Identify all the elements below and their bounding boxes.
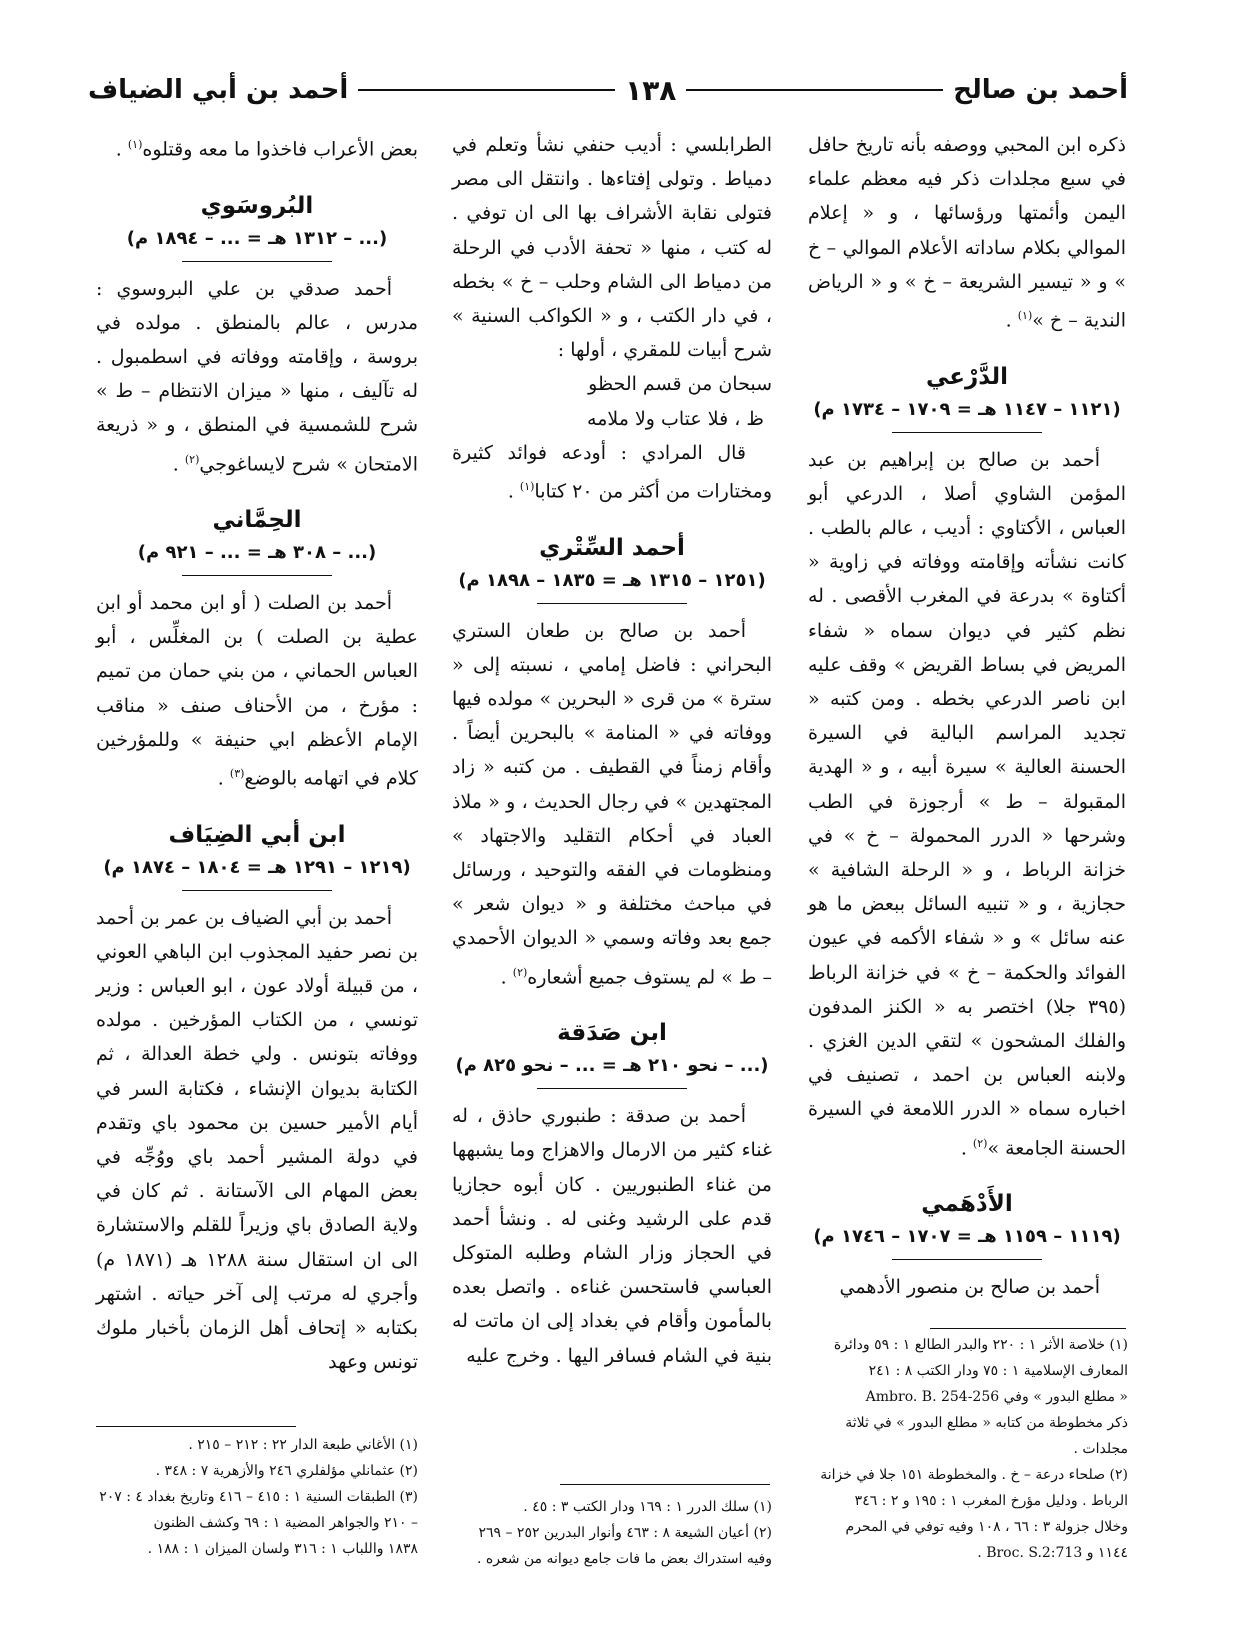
entry-name: أحمد السِّتْري — [539, 534, 685, 561]
footnote-line: وفيه استدراك بعض ما فات جامع ديوانه من شعره . — [477, 1551, 772, 1567]
entry-dates: (... – ١٣١٢ هـ = ... – ١٨٩٤ م) — [126, 227, 388, 249]
entry-name: الدَّرْعي — [925, 363, 1009, 390]
entry-dates: (... – ٣٠٨ هـ = ... – ٩٢١ م) — [137, 542, 377, 564]
entry-rule — [892, 432, 1042, 433]
entry-name: ابن صَدَقة — [557, 1020, 667, 1047]
continued-paragraph: الطرابلسي : أديب حنفي نشأ وتعلم في دمياط . وتولى إفتاءها . وانتقل الى مصر فتولى نقابة الأشراف بها الى ان توفي . له كتب ، منها « تحفة الأدب في الرحلة من دمياط الى الشام وحلب – خ » بخطه ، في دار الكتب ، و « الكواكب السنية » شرح أبيات للمقري ، أولها : — [452, 134, 772, 362]
header-rule-left — [358, 89, 615, 91]
page-number: ١٣٨ — [625, 73, 677, 107]
header-rule-right — [686, 89, 943, 91]
footnote-line: (٢) أعيان الشيعة ٨ : ٤٦٣ وأنوار البدرين ٢٥٢ – ٢٦٩ — [478, 1525, 772, 1541]
footnote-line: (٣) الطبقات السنية ١ : ٤١٥ – ٤١٦ وتاريخ بغداد ٤ : ٢٠٧ — [99, 1489, 418, 1505]
footnote-ref: (٢) — [972, 1136, 988, 1150]
column-middle — [452, 128, 772, 1373]
entry-text: أحمد بن صالح بن طعان الستري البحراني : فاضل إمامي ، نسبته إلى « سترة » من قرى « البحرين » مولده فيها ووفاته في « المنامة » بالبحرين أيضاً . وأقام زمناً في القطيف . من كتبه « زاد المجتهدين » في رجال الحديث ، و « ملاذ العباد في أحكام التقليد والاجتهاد » ومنظومات في الفقه والتوحيد ، ورسائل في مباحث مختلفة و « ديوان شعر » جمع بعد وفاته وسمي « الديوان الأحمدي – ط » لم يستوف جميع أشعاره$^{(٢)}$ . — [452, 619, 772, 988]
footnote-line: الرباط . ودليل مؤرخ المغرب ١ : ١٩٥ و ٢ : ٣٤٦ — [854, 1493, 1128, 1509]
continued-paragraph: ذكره ابن المحبي ووصفه بأنه تاريخ حافل في سبع مجلدات ذكر فيه معظم علماء اليمن وأئمتها ورؤسائها ، و « إعلام الموالي بكلام ساداته الأعلام الموالي – خ » و « تيسير الشريعة – خ » و « الرياض الندية – خ »$^{(١)}$ . — [808, 134, 1126, 332]
column-left — [96, 128, 418, 1379]
footnote-line: (٢) صلحاء درعة – خ . والمخطوطة ١٥١ جلا في خزانة — [820, 1467, 1128, 1483]
entry-rule — [182, 890, 332, 891]
entry-dates: (١٢١٩ – ١٢٩١ هـ = ١٨٠٤ – ١٨٧٤ م) — [103, 856, 411, 878]
entry-text: أحمد بن صدقة : طنبوري حاذق ، له غناء كثير من الارمال والاهزاج وما يشبهها من غناء الطنبوريين . كان أبوه حجازيا قدم على الرشيد وغنى له . ونشأ أحمد في الحجاز وزار الشام وطلبه المتوكل العباسي فاستحسن غناءه . واتصل بعده بالمأمون وأقام في بغداد إلى ان ماتت له بنية في الشام فسافر اليها . وخرج عليه — [452, 1105, 772, 1367]
entry-heading — [452, 1016, 772, 1089]
column-right — [808, 128, 1126, 1304]
footnote-line: وخلال جزولة ٣ : ٦٦ ، ١٠٨ وفيه توفي في المحرم — [845, 1519, 1128, 1535]
continued-paragraph: بعض الأعراب فاخذوا ما معه وقتلوه$^{(١)}$ . — [115, 138, 418, 161]
entry-rule — [537, 1088, 687, 1089]
entry-text: أحمد بن صالح بن إبراهيم بن عبد المؤمن الشاوي أصلا ، الدرعي أبو العباس ، الأكتاوي : أديب ، عالم بالطب . كانت نشأته وإقامته ووفاته في زاوية « أكتاوة » بدرعة في المغرب الأقصى . له نظم كثير في ديوان سماه « شفاء المريض في بساط القريض » وقف عليه ابن ناصر الدرعي بخطه . ومن كتبه « تجديد المراسم البالية في السيرة الحسنة العالية » سيرة أبيه ، و « الهدية المقبولة – ط » أرجوزة في الطب وشرحها « الدرر المحمولة – خ » في خزانة الرباط ، و « الرحلة الشافية » حجازية ، و « تنبيه السائل ببعض ما هو عنه سائل » و « شفاء الأكمه في عيون الفوائد والحكمة – خ » في خزانة الرباط (٣٩٥ جلا) اختصر به « الكنز المدفون والفلك المشحون » لتقي الدين الغزي . ولابنه العباس بن احمد ، تصنيف في اخباره سماه « الدرر اللامعة في السيرة الحسنة الجامعة »$^{(٢)}$ . — [808, 448, 1126, 1159]
entry-heading — [452, 531, 772, 604]
header-right-title: أحمد بن صالح — [953, 75, 1128, 105]
entry-heading — [96, 503, 418, 576]
footnote-ref: (١) — [1017, 309, 1033, 323]
verse-line: ظ ، فلا عتاب ولا ملامه — [587, 407, 764, 430]
header-left-title: أحمد بن أبي الضياف — [87, 75, 349, 105]
footnote-line: مجلدات . — [1073, 1441, 1128, 1457]
entry-name: البُروسَوي — [200, 192, 314, 219]
footnote-ref: (٣) — [229, 767, 245, 781]
entry-heading — [96, 818, 418, 891]
footnote-ref: (١) — [127, 138, 143, 151]
entry-text: أحمد صدقي بن علي البروسوي : مدرس ، عالم بالمنطق . مولده في بروسة ، وإقامته ووفاته في اسطمبول . له تآليف ، منها « ميزان الانتظام – ط » شرح للشمسية في المنطق ، و « ذريعة الامتحان » شرح لايساغوجي$^{(٢)}$ . — [96, 277, 418, 475]
footnote-line: ١١٤٤ و Broc. S.2:713 . — [977, 1545, 1128, 1561]
entry-rule — [892, 1259, 1042, 1260]
footnote-line: (١) خلاصة الأثر ١ : ٢٢٠ والبدر الطالع ١ : ٥٩ ودائرة — [833, 1337, 1128, 1353]
entry-text: أحمد بن أبي الضياف بن عمر بن أحمد بن نصر حفيد المجذوب ابن الباهي العوني ، من قبيلة أولاد عون ، ابو العباس : وزير تونسي ، من الكتاب المؤرخين . مولده ووفاته بتونس . ولي خطة العدالة ، ثم الكتابة بديوان الإنشاء ، فكتابة السر في أيام الأمير حسين بن محمود باي وتقدم في دولة المشير أحمد باي ووُجِّه في بعض المهام الى الآستانة . ثم كان في ولاية الصادق باي وزيراً للقلم والاستشارة الى ان استقال سنة ١٢٨٨ هـ (١٨٧١ م) وأجري له مرتب إلى آخر حياته . اشتهر بكتابه « إتحاف أهل الزمان بأخبار ملوك تونس وعهد — [96, 906, 418, 1374]
paragraph: قال المرادي : أودعه فوائد كثيرة ومختارات من أكثر من ٢٠ كتابا$^{(١)}$ . — [452, 441, 772, 503]
footnote-line: ١٨٣٨ واللباب ١ : ٣١٦ ولسان الميزان ١ : ١٨٨ . — [147, 1541, 418, 1557]
footnote-rule — [560, 1484, 770, 1485]
entry-name: ابن أبي الضِيَاف — [168, 821, 346, 848]
entry-name: الأَدْهَمي — [921, 1191, 1013, 1218]
footnote-line: « مطلع البدور » وفي Ambro. B. 254-256 — [865, 1389, 1128, 1405]
running-header — [88, 68, 1128, 112]
footnotes-right — [806, 1332, 1128, 1566]
footnote-line: ذكر مخطوطة من كتابه « مطلع البدور » في ثلاثة — [845, 1415, 1128, 1431]
entry-dates: (... – نحو ٢١٠ هـ = ... – نحو ٨٢٥ م) — [455, 1055, 769, 1077]
footnote-line: (٢) عثمانلي مؤلفلري ٢٤٦ والأزهرية ٧ : ٣٤٨ . — [155, 1463, 418, 1479]
footnotes-middle — [452, 1494, 772, 1572]
footnotes-left — [96, 1432, 418, 1562]
entry-dates: (١١١٩ – ١١٥٩ هـ = ١٧٠٧ – ١٧٤٦ م) — [813, 1226, 1121, 1248]
entry-rule — [537, 603, 687, 604]
entry-rule — [182, 575, 332, 576]
entry-name: الحِمَّاني — [212, 507, 302, 534]
entry-heading — [808, 1187, 1126, 1260]
footnote-ref: (١) — [519, 480, 535, 494]
footnote-ref: (٢) — [512, 965, 528, 979]
footnote-rule — [96, 1426, 296, 1427]
footnote-line: (١) الأغاني طبعة الدار ٢٢ : ٢١٢ – ٢١٥ . — [188, 1437, 418, 1453]
footnote-ref: (٢) — [184, 452, 200, 466]
entry-heading — [96, 189, 418, 262]
footnote-line: (١) سلك الدرر ١ : ١٦٩ ودار الكتب ٣ : ٤٥ . — [523, 1499, 772, 1515]
verse-line: سبحان من قسم الحظو — [588, 373, 772, 396]
entry-heading — [808, 360, 1126, 433]
footnote-line: المعارف الإسلامية ١ : ٧٥ ودار الكتب ٨ : ٢٤١ — [868, 1363, 1128, 1379]
entry-dates: (١٢٥١ – ١٣١٥ هـ = ١٨٣٥ – ١٨٩٨ م) — [458, 569, 766, 591]
entry-text: أحمد بن صالح بن منصور الأدهمي — [839, 1276, 1100, 1299]
entry-dates: (١١٢١ – ١١٤٧ هـ = ١٧٠٩ – ١٧٣٤ م) — [813, 398, 1121, 420]
entry-text: أحمد بن الصلت ( أو ابن محمد أو ابن عطية بن الصلت ) بن المغلِّس ، أبو العباس الحماني ، من بني حمان من تميم : مؤرخ ، من الأحناف صنف « مناقب الإمام الأعظم ابي حنيفة » وللمؤرخين كلام في اتهامه بالوضع$^{(٣)}$ . — [96, 592, 418, 790]
footnote-rule — [930, 1328, 1126, 1329]
footnote-line: – ٢١٠ والجواهر المضية ١ : ٦٩ وكشف الظنون — [153, 1515, 418, 1531]
entry-rule — [182, 261, 332, 262]
